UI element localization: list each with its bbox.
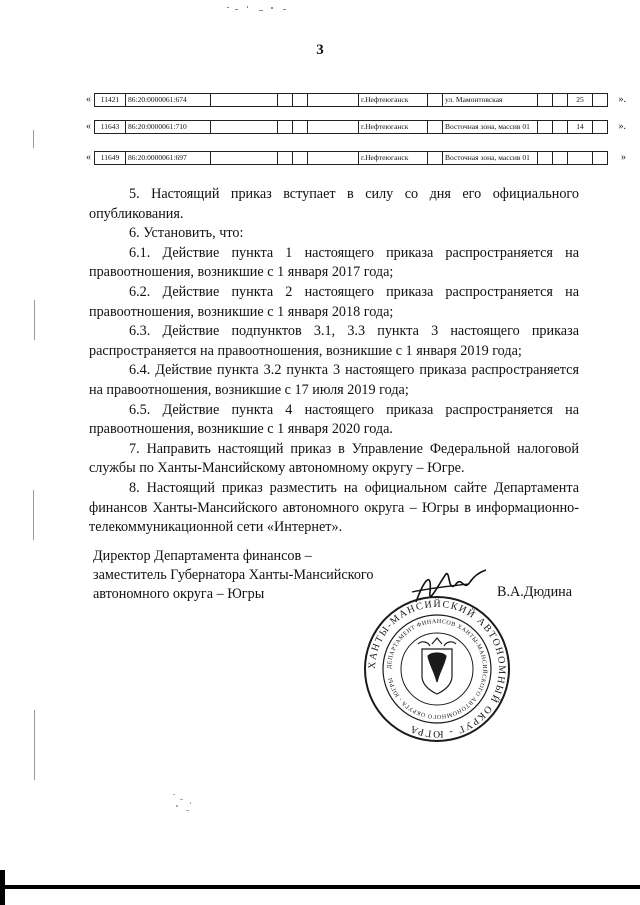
city-cell: г.Нефтеюганск <box>359 121 428 134</box>
order-paragraph: 5. Настоящий приказ вступает в силу со дня его официального опубликования. <box>89 186 579 222</box>
close-quote: ». <box>618 94 626 105</box>
empty-cell <box>428 152 443 165</box>
table-row-cells <box>94 120 608 134</box>
table-row <box>86 120 626 134</box>
scan-noise-top <box>225 4 305 16</box>
empty-cell <box>538 152 553 165</box>
empty-cell <box>538 121 553 134</box>
empty-cell <box>593 94 608 107</box>
empty-cell <box>293 94 308 107</box>
empty-cell <box>538 94 553 107</box>
order-paragraph: 6.2. Действие пункта 2 настоящего приказа распространяется на правоотношения, возникшие с 1 января 2018 года; <box>89 283 579 320</box>
value-cell <box>568 152 593 165</box>
table-row-cells <box>94 151 608 165</box>
seal-inner-text: ДЕПАРТАМЕНТ ФИНАНСОВ ХАНТЫ-МАНСИЙСКОГО АВТОНОМНОГО ОКРУГА - ЮГРЫ <box>386 618 488 720</box>
empty-cell <box>308 121 359 134</box>
value-cell: 14 <box>568 121 593 134</box>
row-number-cell: 11643 <box>95 121 126 134</box>
empty-cell <box>278 94 293 107</box>
scan-edge-bottom <box>0 885 640 889</box>
order-paragraph: 6.1. Действие пункта 1 настоящего приказа распространяется на правоотношения, возникшие с 1 января 2017 года; <box>89 244 579 281</box>
order-paragraph: 7. Направить настоящий приказ в Управление Федеральной налоговой службы по Ханты-Мансийскому автономному округу – Югре. <box>89 440 579 477</box>
table-row-cells <box>94 93 608 107</box>
empty-cell <box>308 94 359 107</box>
empty-cell <box>553 152 568 165</box>
open-quote: « <box>86 94 91 105</box>
empty-cell <box>211 94 278 107</box>
page-number: 3 <box>316 42 324 58</box>
empty-cell <box>211 152 278 165</box>
address-cell: Восточная зона, массив 01 <box>443 152 538 165</box>
empty-cell <box>428 121 443 134</box>
empty-cell <box>593 152 608 165</box>
close-quote: » <box>621 152 626 163</box>
empty-cell <box>293 121 308 134</box>
address-cell: Восточная зона, массив 01 <box>443 121 538 134</box>
order-paragraph: 6.4. Действие пункта 3.2 пункта 3 настоящего приказа распространяется на правоотношения, возникшие с 17 июля 2019 года; <box>89 362 579 398</box>
coat-of-arms-emblem <box>418 638 456 694</box>
signer-title-line-1: Директор Департамента финансов – <box>93 548 312 564</box>
empty-cell <box>278 121 293 134</box>
order-text <box>89 185 579 538</box>
scan-noise-left <box>28 110 40 890</box>
scan-noise-bottom <box>170 790 200 820</box>
cadastral-number-cell: 86:20:0000061:710 <box>126 121 211 134</box>
table-row <box>86 93 626 107</box>
table-row <box>86 151 626 165</box>
official-seal <box>362 594 512 744</box>
value-cell: 25 <box>568 94 593 107</box>
close-quote: ». <box>618 121 626 132</box>
empty-cell <box>428 94 443 107</box>
city-cell: г.Нефтеюганск <box>359 94 428 107</box>
open-quote: « <box>86 152 91 163</box>
row-number-cell: 11649 <box>95 152 126 165</box>
row-number-cell: 11421 <box>95 94 126 107</box>
empty-cell <box>293 152 308 165</box>
address-cell: ул. Мамонтовская <box>443 94 538 107</box>
empty-cell <box>553 121 568 134</box>
order-paragraph: 6. Установить, что: <box>129 225 244 242</box>
order-paragraph: 6.3. Действие подпунктов 3.1, 3.3 пункта 3 настоящего приказа распространяется на правоотношения, возникшие с 1 января 2019 года; <box>89 323 579 359</box>
open-quote: « <box>86 121 91 132</box>
cadastral-number-cell: 86:20:0000061:674 <box>126 94 211 107</box>
order-paragraph: 6.5. Действие пункта 4 настоящего приказа распространяется на правоотношения, возникшие с 1 января 2020 года. <box>89 401 579 438</box>
signer-title-line-3: автономного округа – Югры <box>93 586 265 602</box>
empty-cell <box>593 121 608 134</box>
empty-cell <box>211 121 278 134</box>
empty-cell <box>553 94 568 107</box>
signer-name: В.А.Дюдина <box>497 584 573 600</box>
scan-edge-left <box>0 870 5 905</box>
seal-outer-text: ХАНТЫ-МАНСИЙСКИЙ АВТОНОМНЫЙ ОКРУГ - ЮГРА <box>366 598 508 740</box>
city-cell: г.Нефтеюганск <box>359 152 428 165</box>
empty-cell <box>278 152 293 165</box>
empty-cell <box>308 152 359 165</box>
order-paragraph: 8. Настоящий приказ разместить на официальном сайте Департамента финансов Ханты-Мансийского автономного округа – Югры в информационно-телекоммуникационной сети «Интернет». <box>89 479 579 536</box>
signer-title-line-2: заместитель Губернатора Ханты-Мансийского <box>93 567 374 583</box>
cadastral-number-cell: 86:20:0000061:697 <box>126 152 211 165</box>
